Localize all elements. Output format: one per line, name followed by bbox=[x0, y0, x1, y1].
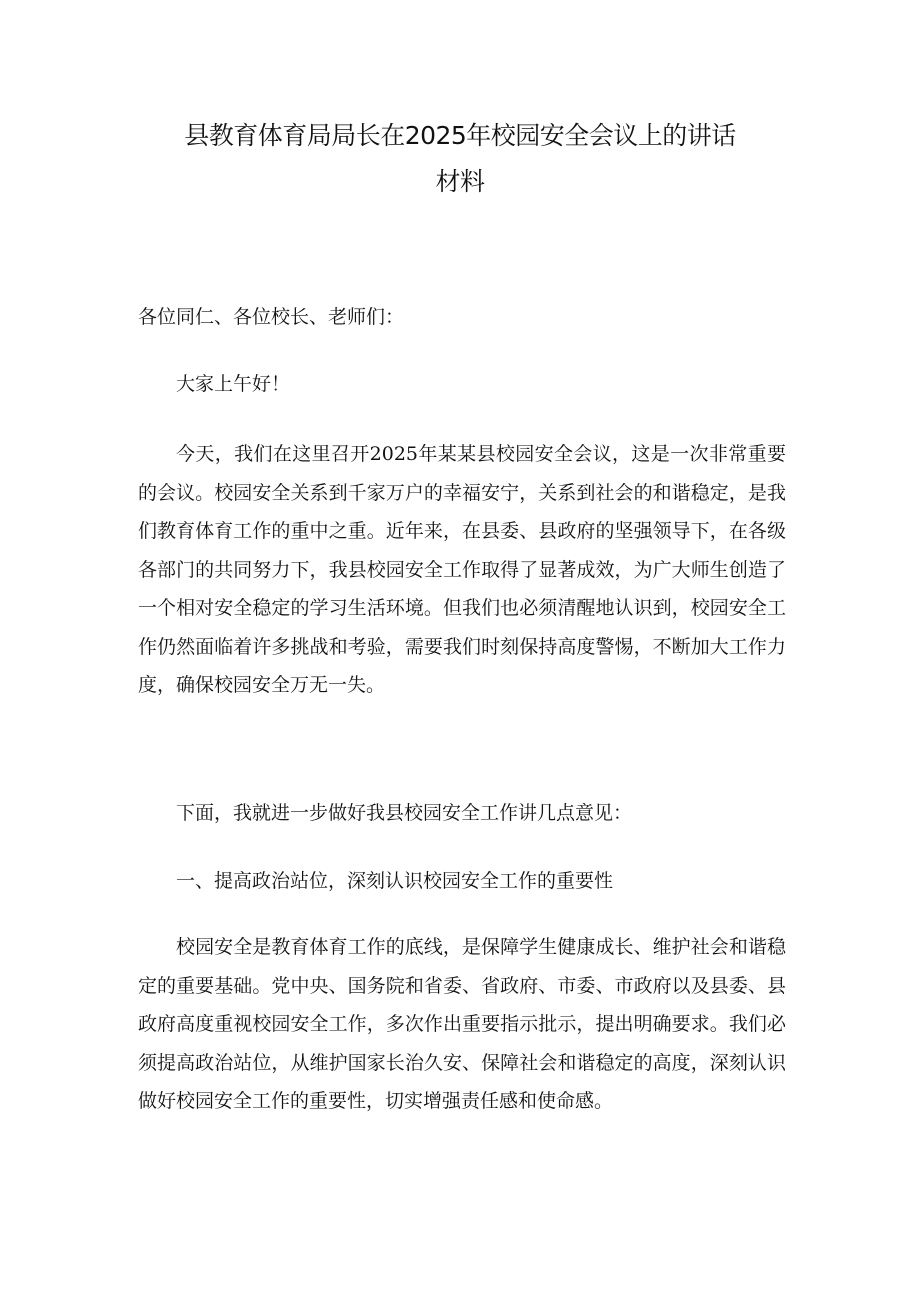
paragraph-transition: 下面，我就进一步做好我县校园安全工作讲几点意见： bbox=[176, 802, 633, 824]
section-heading-1: 一、提高政治站位，深刻认识校园安全工作的重要性 bbox=[176, 870, 614, 892]
salutation: 各位同仁、各位校长、老师们： bbox=[138, 306, 405, 328]
title-line-1: 县教育体育局局长在2025年校园安全会议上的讲话 bbox=[184, 121, 736, 150]
document-title bbox=[100, 113, 820, 205]
paragraph-section-1: 校园安全是教育体育工作的底线，是保障学生健康成长、维护社会和谐稳定的重要基础。党中央、国务院和省委、省政府、市委、市政府以及县委、县政府高度重视校园安全工作，多次作出重要指示批示，提出明确要求。我们必须提高政治站位，从维护国家长治久安、保障社会和谐稳定的高度，深刻认识做好校园安全工作的重要性，切实增强责任感和使命感。 bbox=[138, 936, 786, 1112]
greeting: 大家上午好！ bbox=[176, 373, 291, 395]
paragraph-intro: 今天，我们在这里召开2025年某某县校园安全会议，这是一次非常重要的会议。校园安全关系到千家万户的幸福安宁，关系到社会的和谐稳定，是我们教育体育工作的重中之重。近年来，在县委、县政府的坚强领导下，在各级各部门的共同努力下，我县校园安全工作取得了显著成效，为广大师生创造了一个相对安全稳定的学习生活环境。但我们也必须清醒地认识到，校园安全工作仍然面临着许多挑战和考验，需要我们时刻保持高度警惕，不断加大工作力度，确保校园安全万无一失。 bbox=[138, 443, 786, 696]
title-line-2: 材料 bbox=[435, 167, 485, 196]
